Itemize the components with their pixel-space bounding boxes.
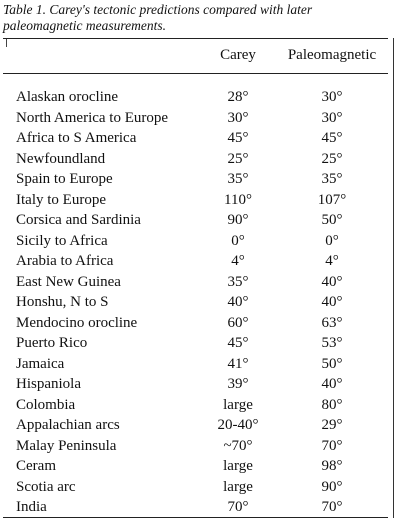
carey-value-cell: large	[223, 478, 253, 495]
carey-value-cell: 35°	[227, 273, 249, 290]
table-row	[0, 108, 400, 129]
carey-value-cell: 45°	[227, 130, 249, 146]
caption-line-2: paleomagnetic measurements.	[3, 18, 166, 33]
table-row	[0, 456, 400, 477]
carey-value-cell: 30°	[227, 109, 249, 126]
region-cell: North America to Europe	[16, 109, 169, 126]
carey-value-cell: large	[223, 396, 253, 413]
region-cell: India	[16, 499, 47, 515]
paleomagnetic-value-cell: 0°	[325, 232, 339, 249]
table-row	[0, 149, 400, 170]
region-cell: Sicily to Africa	[16, 232, 108, 249]
paleomagnetic-value-cell: 30°	[321, 109, 343, 126]
table-row	[0, 333, 400, 354]
table-caption	[3, 2, 395, 34]
corner-tick	[6, 39, 7, 47]
region-cell: Malay Peninsula	[16, 437, 117, 454]
carey-value-cell: 20-40°	[217, 417, 259, 433]
carey-value-cell: 60°	[227, 314, 249, 331]
caption-line-1: Table 1. Carey's tectonic predictions compared with later	[3, 2, 313, 17]
region-cell: Ceram	[16, 458, 56, 474]
column-header-paleomagnetic: Paleomagnetic	[287, 47, 377, 63]
paleomagnetic-value-cell: 4°	[325, 253, 339, 269]
carey-value-cell: 0°	[231, 232, 245, 249]
carey-value-cell: 28°	[227, 89, 249, 105]
paleomagnetic-value-cell: 29°	[321, 417, 343, 433]
table-row	[0, 477, 400, 498]
carey-value-cell: 39°	[227, 376, 249, 392]
table-row	[0, 292, 400, 313]
region-cell: Alaskan orocline	[16, 89, 119, 105]
paleomagnetic-value-cell: 70°	[321, 499, 343, 515]
table-row	[0, 87, 400, 108]
table-row	[0, 190, 400, 211]
region-cell: Scotia arc	[16, 478, 76, 495]
table-bottom-rule	[3, 517, 388, 518]
table-row	[0, 374, 400, 395]
paleomagnetic-value-cell: 50°	[321, 212, 343, 228]
paleomagnetic-value-cell: 63°	[321, 314, 343, 331]
table-body	[0, 87, 400, 518]
region-cell: Arabia to Africa	[16, 253, 114, 269]
paleomagnetic-value-cell: 45°	[321, 130, 343, 146]
region-cell: Colombia	[16, 396, 76, 413]
region-cell: Puerto Rico	[16, 335, 88, 351]
region-cell: Hispaniola	[16, 376, 81, 392]
table-row	[0, 272, 400, 293]
table-row	[0, 169, 400, 190]
region-cell: Appalachian arcs	[16, 417, 120, 433]
table-row	[0, 395, 400, 416]
region-cell: East New Guinea	[16, 273, 121, 290]
column-header-carey: Carey	[220, 47, 256, 63]
table-row	[0, 128, 400, 149]
paleomagnetic-value-cell: 40°	[321, 376, 343, 392]
table-row	[0, 231, 400, 252]
carey-value-cell: 25°	[227, 150, 249, 167]
carey-value-cell: large	[223, 458, 253, 474]
paleomagnetic-value-cell: 98°	[321, 458, 343, 474]
table-row	[0, 251, 400, 272]
paleomagnetic-value-cell: 80°	[321, 396, 343, 413]
carey-value-cell: 4°	[231, 253, 245, 269]
table-row	[0, 415, 400, 436]
region-cell: Africa to S America	[16, 130, 137, 146]
paleomagnetic-value-cell: 25°	[321, 150, 343, 167]
table-row	[0, 313, 400, 334]
carey-value-cell: ~70°	[223, 437, 253, 454]
region-cell: Mendocino orocline	[16, 314, 138, 331]
carey-value-cell: 41°	[227, 355, 249, 372]
carey-value-cell: 110°	[224, 191, 252, 208]
region-cell: Spain to Europe	[16, 171, 113, 187]
carey-value-cell: 45°	[227, 335, 249, 351]
region-cell: Corsica and Sardinia	[16, 212, 141, 228]
carey-value-cell: 40°	[227, 294, 249, 310]
paleomagnetic-value-cell: 53°	[321, 335, 343, 351]
table-row	[0, 497, 400, 518]
header-rule	[3, 73, 388, 74]
carey-value-cell: 90°	[227, 212, 249, 228]
region-cell: Newfoundland	[16, 150, 106, 167]
table-top-rule	[3, 38, 388, 39]
table-row	[0, 210, 400, 231]
table-row	[0, 354, 400, 375]
region-cell: Italy to Europe	[16, 191, 106, 208]
paleomagnetic-value-cell: 30°	[321, 89, 343, 105]
table-row	[0, 436, 400, 457]
paleomagnetic-value-cell: 40°	[321, 273, 343, 290]
paleomagnetic-value-cell: 40°	[321, 294, 343, 310]
region-cell: Honshu, N to S	[16, 294, 109, 310]
carey-value-cell: 35°	[227, 171, 249, 187]
carey-value-cell: 70°	[227, 499, 249, 515]
paleomagnetic-value-cell: 90°	[321, 478, 343, 495]
region-cell: Jamaica	[16, 355, 65, 372]
paleomagnetic-value-cell: 107°	[317, 191, 347, 208]
paleomagnetic-value-cell: 35°	[321, 171, 343, 187]
paleomagnetic-value-cell: 70°	[321, 437, 343, 454]
paleomagnetic-value-cell: 50°	[321, 355, 343, 372]
